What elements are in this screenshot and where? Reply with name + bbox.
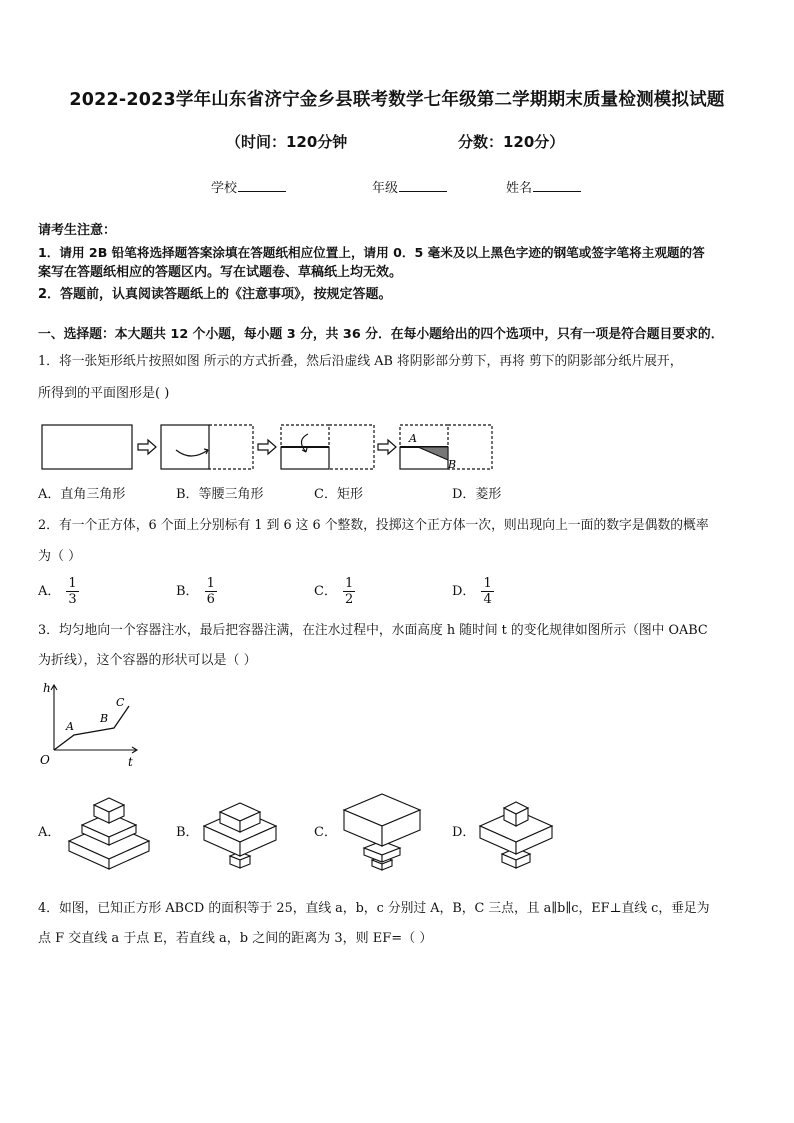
q2-option-b-label: B． — [176, 584, 199, 599]
notice-line-1: 1．请用 2B 铅笔将选择题答案涂填在答题纸相应位置上，请用 0．5 毫米及以上黑色字迹的钢笔或签字笔将主观题的答 — [38, 245, 705, 260]
q2-option-d[interactable] — [452, 576, 494, 607]
school-label: 学校 — [211, 181, 238, 196]
school-blank — [238, 179, 286, 192]
q4-text-1: 4．如图，已知正方形 ABCD 的面积等于 25，直线 a，b，c 分别过 A，B，C 三点，且 a∥b∥c，EF⊥直线 c，垂足为 — [38, 901, 710, 916]
q2-option-d-label: D． — [452, 584, 476, 599]
point-c-label: C — [116, 696, 125, 709]
q1-option-d[interactable]: D．菱形 — [452, 487, 502, 502]
q2-text-1: 2．有一个正方体，6 个面上分别标有 1 到 6 这 6 个整数，投掷这个正方体一次，则出现向上一面的数字是偶数的概率 — [38, 518, 709, 533]
notice-line-1b: 案写在答题纸相应的答题区内。写在试题卷、草稿纸上均无效。 — [38, 265, 403, 280]
notice-heading: 请考生注意： — [38, 223, 117, 238]
q3-text-2: 为折线），这个容器的形状可以是（ ） — [38, 653, 257, 668]
name-field — [506, 178, 581, 200]
q3-graph — [34, 680, 144, 772]
fraction: $\frac{1}{6}$ — [206, 576, 215, 607]
point-a-label: A — [66, 720, 74, 733]
q4-text-2: 点 F 交直线 a 于点 E，若直线 a，b 之间的距离为 3，则 EF=（ ） — [38, 931, 433, 946]
school-field — [211, 178, 286, 200]
q2-option-a-label: A． — [38, 584, 61, 599]
exam-title: 2022-2023学年山东省济宁金乡县联考数学七年级第二学期期末质量检测模拟试题 — [69, 90, 725, 110]
q2-option-a[interactable] — [38, 576, 79, 607]
notice-line-2: 2．答题前，认真阅读答题纸上的《注意事项》，按规定答题。 — [38, 287, 392, 302]
axis-t-label: t — [128, 755, 133, 769]
q1-text-1: 1．将一张矩形纸片按照如图 所示的方式折叠，然后沿虚线 AB 将阴影部分剪下，再将 剪下的阴影部分纸片展开， — [38, 354, 683, 369]
exam-score: 分数：120分） — [458, 133, 565, 151]
container-a-figure — [64, 793, 154, 869]
grade-label: 年级 — [372, 181, 399, 196]
name-blank — [533, 179, 581, 192]
container-b-figure — [200, 798, 280, 870]
name-label: 姓名 — [506, 181, 533, 196]
q2-option-c-label: C． — [314, 584, 337, 599]
point-b-label: B — [100, 712, 109, 725]
fraction: $\frac{1}{4}$ — [483, 576, 492, 607]
q2-option-b[interactable] — [176, 576, 217, 607]
arrow-icon — [378, 440, 396, 454]
axis-h-label: h — [43, 681, 51, 695]
q3-text-1: 3．均匀地向一个容器注水，最后把容器注满，在注水过程中，水面高度 h 随时间 t 的变化规律如图所示（图中 OABC — [38, 623, 708, 638]
rect-paper — [42, 425, 132, 469]
q1-option-b[interactable]: B．等腰三角形 — [176, 487, 264, 502]
q3-option-c[interactable]: C． — [314, 825, 337, 840]
fraction: $\frac{1}{2}$ — [344, 576, 354, 607]
q2-option-c[interactable] — [314, 576, 355, 607]
q1-option-a[interactable]: A．直角三角形 — [38, 487, 126, 502]
exam-time: （时间：120分钟 — [226, 133, 348, 151]
container-d-figure — [476, 796, 556, 870]
arrow-icon — [138, 440, 156, 454]
q1-folding-figure — [38, 420, 498, 476]
q1-option-c[interactable]: C．矩形 — [314, 487, 363, 502]
q2-text-2: 为（ ） — [38, 549, 82, 564]
container-c-figure — [340, 790, 424, 870]
q3-option-b[interactable]: B． — [176, 825, 199, 840]
grade-blank — [399, 179, 447, 192]
q3-option-a[interactable]: A． — [38, 825, 61, 840]
q1-text-2: 所得到的平面图形是( ) — [38, 386, 170, 401]
origin-label: O — [40, 753, 50, 767]
fold-step-2 — [161, 425, 209, 469]
q3-option-d[interactable]: D． — [452, 825, 476, 840]
fraction: $\frac{1}{3}$ — [68, 576, 77, 607]
arrow-icon — [258, 440, 276, 454]
point-a-label: A — [409, 432, 417, 445]
grade-field — [372, 178, 447, 200]
point-b-label: B — [448, 458, 457, 471]
section-heading: 一、选择题：本大题共 12 个小题，每小题 3 分，共 36 分．在每小题给出的四个选项中，只有一项是符合题目要求的． — [38, 327, 724, 342]
